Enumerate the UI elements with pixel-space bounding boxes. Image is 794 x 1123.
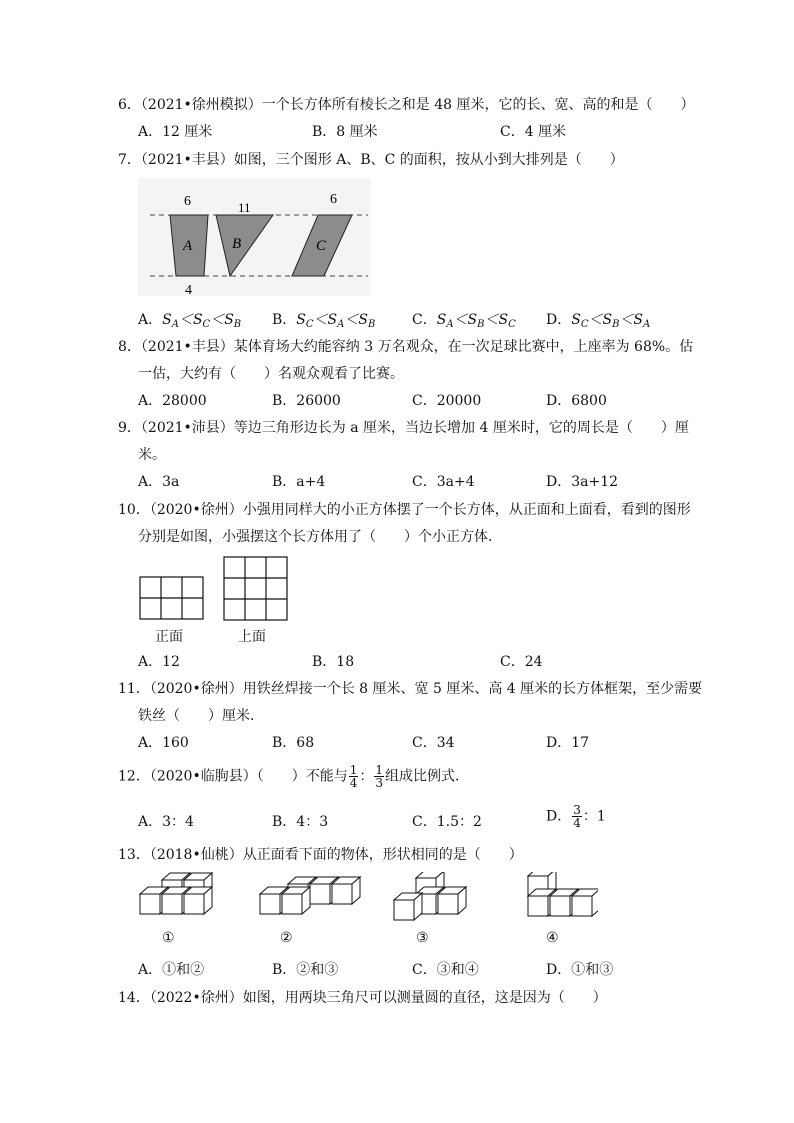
q12-option-b[interactable]: B．4：3 [272, 814, 329, 830]
q9-option-a[interactable]: A．3a [138, 474, 180, 490]
q13-option-d[interactable]: D．①和③ [546, 962, 614, 978]
object-label-1: ① [162, 930, 175, 946]
q7-option-b[interactable]: B．$S_C<S_A<S_B$ [272, 312, 376, 330]
q8-option-c[interactable]: C．20000 [412, 393, 482, 409]
q13-option-a[interactable]: A．①和② [138, 962, 205, 978]
fraction-three-quarters: $\frac{3}{4}$ [573, 803, 581, 830]
question-13-stem: 13．（2018•仙桃）从正面看下面的物体，形状相同的是（ ） [118, 847, 523, 863]
top-view-label: 上面 [238, 629, 266, 645]
q10-option-a[interactable]: A．12 [138, 654, 180, 670]
question-7-stem: 7．（2021•丰县）如图，三个图形 A、B、C 的面积，按从小到大排列是（ ） [118, 152, 624, 168]
q11-option-c[interactable]: C．34 [412, 735, 455, 751]
q11-option-d[interactable]: D．17 [546, 735, 590, 751]
fraction-one-third: $\frac{1}{3}$ [375, 763, 383, 790]
object-1 [140, 873, 212, 914]
q10-views-figure [138, 555, 298, 621]
q7-shapes-figure [138, 178, 370, 296]
object-label-3: ③ [416, 930, 429, 946]
q8-option-b[interactable]: B．26000 [272, 393, 341, 409]
q9-option-b[interactable]: B．a+4 [272, 474, 326, 490]
top-view-grid [224, 557, 287, 620]
q6-option-b[interactable]: B．8 厘米 [312, 124, 378, 140]
object-4 [528, 872, 598, 916]
label-c: C [316, 238, 327, 254]
q13-option-c[interactable]: C．③和④ [412, 962, 479, 978]
label-b: B [232, 236, 242, 252]
front-view-grid [140, 577, 203, 619]
question-9-stem-cont: 米。 [138, 447, 166, 463]
q10-option-b[interactable]: B．18 [312, 654, 355, 670]
top-label-6a: 6 [184, 194, 191, 209]
object-label-4: ④ [546, 930, 559, 946]
top-label-6c: 6 [330, 192, 337, 207]
question-9-stem: 9．（2021•沛县）等边三角形边长为 a 厘米，当边长增加 4 厘米时，它的周长是（ ）厘 [118, 420, 689, 436]
question-6-stem: 6．（2021•徐州模拟）一个长方体所有棱长之和是 48 厘米，它的长、宽、高的和是（ ） [118, 97, 695, 113]
question-8-stem-cont: 一估，大约有（ ）名观众观看了比赛。 [138, 366, 404, 382]
question-8-stem: 8．（2021•丰县）某体育场大约能容纳 3 万名观众，在一次足球比赛中，上座率为 68%。估 [118, 339, 694, 355]
top-label-11: 11 [238, 200, 251, 215]
question-12-stem: 12．（2020•临朐县）（ ）不能与 $\frac{1}{4}$ ： $\frac{1}{3}$ 组成比例式． [118, 763, 469, 790]
q8-option-d[interactable]: D．6800 [546, 393, 607, 409]
q6-option-c[interactable]: C．4 厘米 [500, 124, 567, 140]
question-10-stem: 10．（2020•徐州）小强用同样大的小正方体摆了一个长方体，从正面和上面看，看到的图形 [118, 502, 691, 518]
q7-option-c[interactable]: C．$S_A<S_B<S_C$ [412, 312, 516, 330]
q12-option-a[interactable]: A．3：4 [138, 814, 194, 830]
q9-option-c[interactable]: C．3a+4 [412, 474, 475, 490]
q8-option-a[interactable]: A．28000 [138, 393, 207, 409]
object-3 [394, 872, 466, 920]
object-label-2: ② [280, 930, 293, 946]
q11-option-a[interactable]: A．160 [138, 735, 189, 751]
question-10-stem-cont: 分别是如图，小强摆这个长方体用了（ ）个小正方体． [138, 529, 502, 545]
q9-option-d[interactable]: D．3a+12 [546, 474, 619, 490]
q6-option-a[interactable]: A．12 厘米 [138, 124, 213, 140]
question-11-stem-cont: 铁丝（ ）厘米． [138, 708, 264, 724]
fraction-one-quarter: $\frac{1}{4}$ [349, 763, 358, 790]
q10-option-c[interactable]: C．24 [500, 654, 543, 670]
q13-option-b[interactable]: B．②和③ [272, 962, 339, 978]
q12-option-c[interactable]: C．1.5：2 [412, 814, 482, 830]
q11-option-b[interactable]: B．68 [272, 735, 315, 751]
q13-cubes-figure [138, 872, 598, 922]
object-2 [260, 877, 360, 914]
label-a: A [183, 238, 193, 254]
q7-option-a[interactable]: A．$S_A<S_C<S_B$ [138, 312, 242, 330]
q12-option-d[interactable]: D． $\frac{3}{4}$ ：1 [546, 803, 606, 830]
front-view-label: 正面 [155, 629, 183, 645]
q7-option-d[interactable]: D．$S_C<S_B<S_A$ [546, 312, 651, 330]
bottom-label-4: 4 [185, 283, 192, 296]
question-14-stem: 14．（2022•徐州）如图，用两块三角尺可以测量圆的直径，这是因为（ ） [118, 990, 607, 1006]
question-11-stem: 11．（2020•徐州）用铁丝焊接一个长 8 厘米、宽 5 厘米、高 4 厘米的长方体框架，至少需要 [118, 681, 703, 697]
